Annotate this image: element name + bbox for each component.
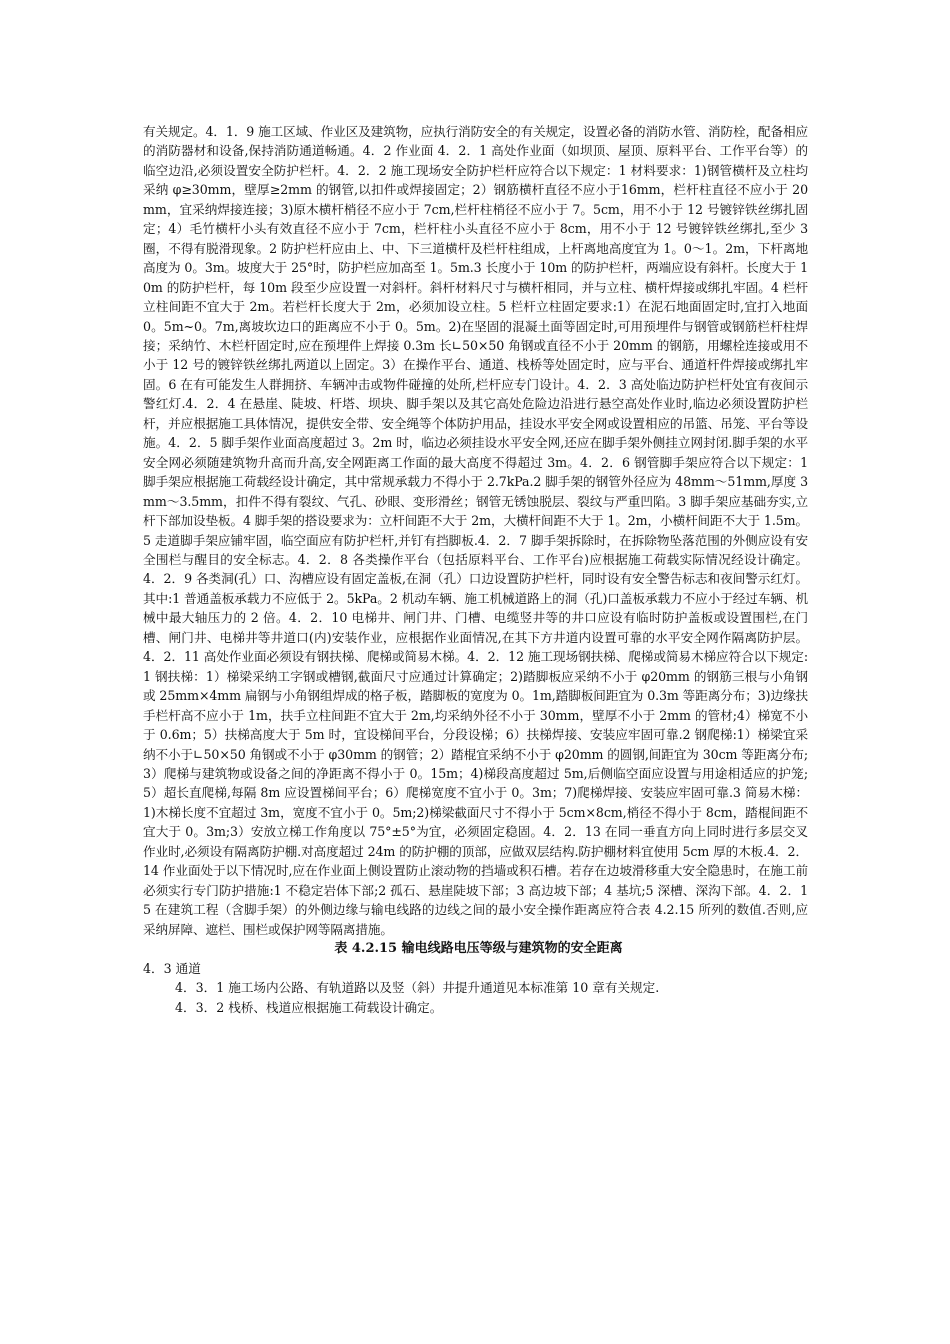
list-item: 4．3．1 施工场内公路、有轨道路以及竖（斜）井提升通道见本标准第 10 章有关规定. [175, 980, 660, 996]
body-paragraph: 有关规定。4．1．9 施工区域、作业区及建筑物，应执行消防安全的有关规定，设置必备的消防水管、消防栓，配备相应的消防器材和设备,保持消防通道畅通。4．2 作业面 4．2．1 高处作业面（如坝顶、屋顶、原料平台、工作平台等）的临空边沿,必须设置安全防护栏杆。4．2．2 施工现场安全防护栏杆应符合以下规定：1 材料要求：1)钢管横杆及立柱均采纳 φ≥30mm，壁厚≥2mm 的钢管,以扣件或焊接固定；2）钢筋横杆直径不应小于16mm，栏杆柱直径不应小于 20mm，宜采纳焊接连接；3)原木横杆梢径不应小于 7cm,栏杆柱梢径不应小于 7。5cm，用不小于 12 号镀锌铁丝绑扎固定；4）毛竹横杆小头有效直径不应小于 7cm，栏杆柱小头直径不应小于 8cm，用不小于 12 号镀锌铁丝绑扎,至少 3 圈，不得有脱滑现象。2 防护栏杆应由上、中、下三道横杆及栏杆柱组成，上杆离地高度宜为 1。0～1。2m，下杆离地高度为 0。3m。坡度大于 25°时，防护栏应加高至 1。5m.3 长度小于 10m 的防护栏杆，两端应设有斜杆。长度大于 10m 的防护栏杆，每 10m 段至少应设置一对斜杆。斜杆材料尺寸与横杆相同，并与立柱、横杆焊接或绑扎牢固。4 栏杆立柱间距不宜大于 2m。若栏杆长度大于 2m，必须加设立柱。5 栏杆立柱固定要求:1）在泥石地面固定时,宜打入地面 0。5m~0。7m,离坡坎边口的距离应不小于 0。5m。2)在坚固的混凝土面等固定时,可用预埋件与钢管或钢筋栏杆柱焊接；采纳竹、木栏杆固定时,应在预埋件上焊接 0.3m 长∟50×50 角钢或直径不小于 20mm 的钢筋，用螺栓连接或用不小于 12 号的镀锌铁丝绑扎两道以上固定。3）在操作平台、通道、栈桥等处固定时，应与平台、通道杆件焊接或绑扎牢固。6 在有可能发生人群拥挤、车辆冲击或物件碰撞的处所,栏杆应专门设计。4．2．3 高处临边防护栏杆处宜有夜间示警红灯.4．2．4 在悬崖、陡坡、杆塔、坝块、脚手架以及其它高处危险边沿进行悬空高处作业时,临边必须设置防护栏杆，并应根据施工具体情况，提供安全带、安全绳等个体防护用品，挂设水平安全网或设置相应的吊篮、吊笼、平台等设施。4．2．5 脚手架作业面高度超过 3。2m 时，临边必须挂设水平安全网,还应在脚手架外侧挂立网封闭.脚手架的水平安全网必须随建筑物升高而升高,安全网距离工作面的最大高度不得超过 3m。4．2．6 钢管脚手架应符合以下规定：1 脚手架应根据施工荷载经设计确定，其中常规承载力不得小于 2.7kPa.2 脚手架的钢管外径应为 48mm～51mm,厚度 3mm～3.5mm，扣件不得有裂纹、气孔、砂眼、变形滑丝；钢管无锈蚀脱层、裂纹与严重凹陷。3 脚手架应基础夯实,立杆下部加设垫板。4 脚手架的搭设要求为：立杆间距不大于 2m，大横杆间距不大于 1。2m，小横杆间距不大于 1.5m。5 走道脚手架应铺牢固，临空面应有防护栏杆,并钉有挡脚板.4．2．7 脚手架拆除时，在拆除物坠落范围的外侧应设有安全围栏与醒目的安全标志。4．2．8 各类操作平台（包括原料平台、工作平台)应根据施工荷载实际情况经设计确定。4．2．9 各类洞(孔）口、沟槽应设有固定盖板,在洞（孔）口边设置防护栏杆，同时设有安全警告标志和夜间警示红灯。其中:1 普通盖板承载力不应低于 2。5kPa。2 机动车辆、施工机械道路上的洞（孔)口盖板承载力不应小于经过车辆、机械中最大轴压力的 2 倍。4．2．10 电梯井、闸门井、门槽、电缆竖井等的井口应设有临时防护盖板或设置围栏,在门槽、闸门井、电梯井等井道口(内)安装作业，应根据作业面情况,在其下方井道内设置可靠的水平安全网作隔离防护层。4．2．11 高处作业面必须设有钢扶梯、爬梯或简易木梯。4．2．12 施工现场钢扶梯、爬梯或简易木梯应符合以下规定:1 钢扶梯：1）梯梁采纳工字钢或槽钢,截面尺寸应通过计算确定；2)踏脚板应采纳不小于 φ20mm 的钢筋三根与小角钢或 25mm×4mm 扁钢与小角钢组焊成的格子板，踏脚板的宽度为 0。1m,踏脚板间距宜为 0.3m 等距离分布；3)边缘扶手栏杆高不应小于 1m，扶手立柱间距不宜大于 2m,均采纳外径不小于 30mm，壁厚不小于 2mm 的管材;4）梯宽不小于 0.6m；5）扶梯高度大于 5m 时，宜设梯间平台，分段设梯；6）扶梯焊接、安装应牢固可靠.2 钢爬梯:1）梯梁宜采纳不小于∟50×50 角钢或不小于 φ30mm 的钢管；2）踏棍宜采纳不小于 φ20mm 的圆钢,间距宜为 30cm 等距离分布;3）爬梯与建筑物或设备之间的净距离不得小于 0。15m；4)梯段高度超过 5m,后侧临空面应设置与用途相适应的护笼;5）超长直爬梯,每隔 8m 应设置梯间平台；6）爬梯宽度不宜小于 0。3m；7)爬梯焊接、安装应牢固可靠.3 简易木梯：1)木梯长度不宜超过 3m，宽度不宜小于 0。5m;2)梯梁截面尺寸不得小于 5cm×8cm,梢径不得小于 8cm，踏棍间距不宜大于 0。3m;3）安放立梯工作角度以 75°±5°为宜，必须固定稳固。4．2．13 在同一垂直方向上同时进行多层交叉作业时,必须设有隔离防护棚.对高度超过 24m 的防护棚的顶部，应做双层结构.防护棚材料宜使用 5cm 厚的木板.4．2．14 作业面处于以下情况时,应在作业面上侧设置防止滚动物的挡墙或积石槽。若存在边坡滑移重大安全隐患时，在施工前必须实行专门防护措施:1 不稳定岩体下部;2 孤石、悬崖陡坡下部；3 高边坡下部；4 基坑;5 深槽、深沟下部。4．2．15 在建筑工程（含脚手架）的外侧边缘与输电线路的边线之间的最小安全操作距离应符合表 4.2.15 所列的数值.否则,应采纳屏障、遮栏、围栏或保护网等隔离措施。 [143, 124, 808, 937]
section-heading: 4．3 通道 [143, 960, 201, 976]
table-caption: 表 4.2.15 输电线路电压等级与建筑物的安全距离 [334, 941, 623, 957]
document-page [143, 122, 808, 1017]
list-item: 4．3．2 栈桥、栈道应根据施工荷载设计确定。 [175, 999, 443, 1015]
